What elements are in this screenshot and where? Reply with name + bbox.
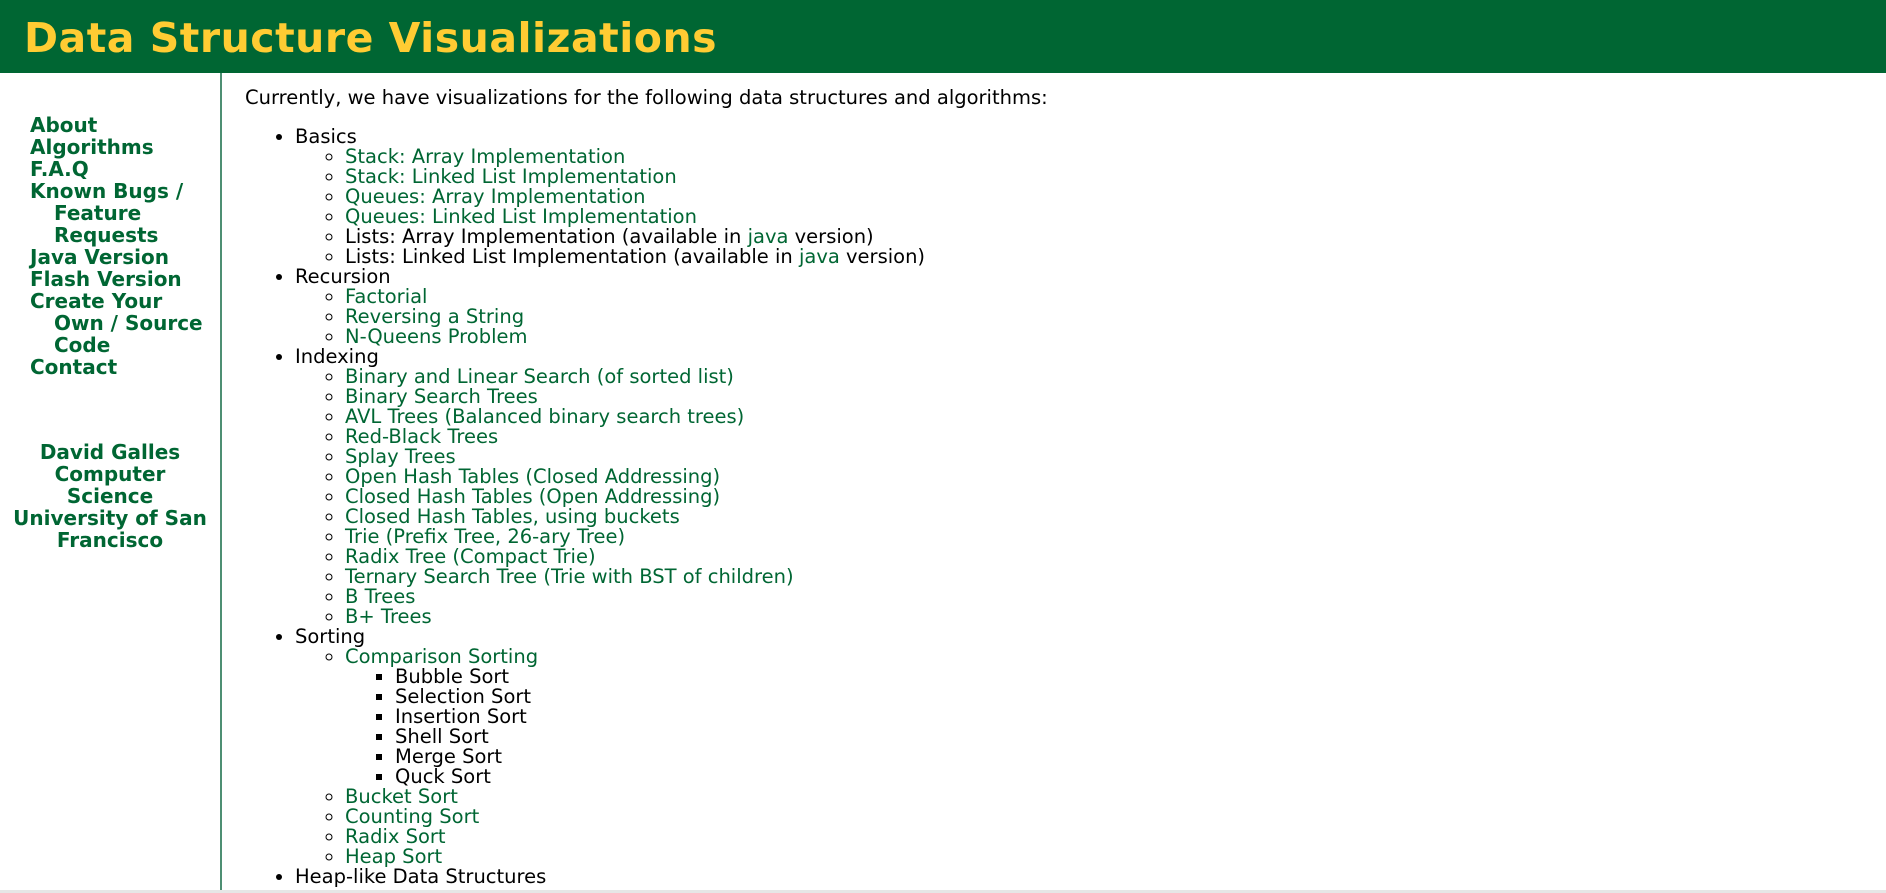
list-item xyxy=(345,367,1865,387)
list-item xyxy=(345,827,1865,847)
list-item xyxy=(345,607,1865,627)
list-item xyxy=(345,167,1865,187)
list-item xyxy=(345,527,1865,547)
sidebar-link-about[interactable]: About xyxy=(30,113,98,137)
viz-link[interactable]: AVL Trees (Balanced binary search trees) xyxy=(345,405,745,428)
author-department: Computer Science xyxy=(54,462,166,508)
viz-link[interactable]: Closed Hash Tables, using buckets xyxy=(345,505,680,528)
list-item xyxy=(345,247,1865,267)
sort-name: ▪ Quck Sort xyxy=(395,767,1865,787)
viz-link[interactable]: Trie (Prefix Tree, 26-ary Tree) xyxy=(345,525,626,548)
category-indexing xyxy=(295,347,1865,627)
sort-name: ▪ Selection Sort xyxy=(395,687,1865,707)
sidebar-link-known-bugs[interactable]: Known Bugs / Feature Requests xyxy=(30,179,184,247)
viz-link[interactable]: Queues: Linked List Implementation xyxy=(345,205,697,228)
category-label: Indexing xyxy=(295,345,379,368)
list-item xyxy=(345,227,1865,247)
list-item xyxy=(345,307,1865,327)
list-item xyxy=(345,547,1865,567)
list-item xyxy=(345,487,1865,507)
list-item xyxy=(345,327,1865,347)
list-item xyxy=(345,847,1865,867)
list-item xyxy=(345,807,1865,827)
sidebar xyxy=(0,73,222,893)
viz-link[interactable]: Bucket Sort xyxy=(345,785,458,808)
page-title: Data Structure Visualizations xyxy=(24,14,718,62)
viz-link[interactable]: B+ Trees xyxy=(345,605,432,628)
viz-link[interactable]: Heap Sort xyxy=(345,845,443,868)
list-item xyxy=(345,207,1865,227)
list-item xyxy=(345,787,1865,807)
viz-link[interactable]: B Trees xyxy=(345,585,416,608)
viz-link[interactable]: Comparison Sorting xyxy=(345,645,539,668)
viz-link[interactable]: Factorial xyxy=(345,285,428,308)
viz-link[interactable]: Radix Sort xyxy=(345,825,446,848)
category-label: Basics xyxy=(295,125,357,148)
category-basics xyxy=(295,127,1865,267)
list-item xyxy=(345,567,1865,587)
list-item xyxy=(345,467,1865,487)
sidebar-link-algorithms[interactable]: Algorithms xyxy=(30,135,154,159)
viz-link[interactable]: Counting Sort xyxy=(345,805,480,828)
viz-link[interactable]: Open Hash Tables (Closed Addressing) xyxy=(345,465,721,488)
viz-link[interactable]: Ternary Search Tree (Trie with BST of children) xyxy=(345,565,794,588)
site-header xyxy=(0,0,1886,73)
category-label: Heap-like Data Structures xyxy=(295,865,547,888)
list-item-text: Lists: Linked List Implementation (available in xyxy=(345,245,799,268)
list-item xyxy=(345,387,1865,407)
sidebar-link-faq[interactable]: F.A.Q xyxy=(30,157,89,181)
viz-link[interactable]: Red-Black Trees xyxy=(345,425,499,448)
category-sorting xyxy=(295,627,1865,867)
list-item xyxy=(345,147,1865,167)
viz-link[interactable]: N-Queens Problem xyxy=(345,325,528,348)
sidebar-link-java-version[interactable]: Java Version xyxy=(30,245,169,269)
author-university: University of San Francisco xyxy=(13,506,207,552)
list-item xyxy=(345,447,1865,467)
viz-link[interactable]: Reversing a String xyxy=(345,305,525,328)
java-link[interactable]: java xyxy=(798,245,840,268)
author-credit xyxy=(10,441,210,551)
list-item-text: Lists: Array Implementation (available in xyxy=(345,225,748,248)
list-item xyxy=(345,647,1865,787)
viz-link[interactable]: Queues: Array Implementation xyxy=(345,185,646,208)
main-content xyxy=(245,88,1865,893)
viz-link[interactable]: Splay Trees xyxy=(345,445,456,468)
sort-name: ▪ Shell Sort xyxy=(395,727,1865,747)
sidebar-nav xyxy=(30,114,210,378)
sort-name: ▪ Merge Sort xyxy=(395,747,1865,767)
category-label: Sorting xyxy=(295,625,366,648)
sort-name: ▪ Bubble Sort xyxy=(395,667,1865,687)
category-recursion xyxy=(295,267,1865,347)
category-heap-like xyxy=(295,867,1865,887)
category-list xyxy=(245,127,1865,887)
list-item xyxy=(345,507,1865,527)
sidebar-link-contact[interactable]: Contact xyxy=(30,355,118,379)
list-item xyxy=(345,427,1865,447)
sidebar-link-create-your-own[interactable]: Create Your Own / Source Code xyxy=(30,289,203,357)
list-item xyxy=(345,187,1865,207)
viz-link[interactable]: Binary and Linear Search (of sorted list) xyxy=(345,365,734,388)
category-label: Recursion xyxy=(295,265,391,288)
list-item xyxy=(345,287,1865,307)
sort-name: ▪ Insertion Sort xyxy=(395,707,1865,727)
viz-link[interactable]: Stack: Linked List Implementation xyxy=(345,165,677,188)
viz-link[interactable]: Stack: Array Implementation xyxy=(345,145,626,168)
viz-link[interactable]: Radix Tree (Compact Trie) xyxy=(345,545,596,568)
viz-link[interactable]: Closed Hash Tables (Open Addressing) xyxy=(345,485,721,508)
java-link[interactable]: java xyxy=(747,225,789,248)
list-item xyxy=(345,587,1865,607)
author-name: David Galles xyxy=(39,440,181,464)
sidebar-link-flash-version[interactable]: Flash Version xyxy=(30,267,182,291)
list-item-text: version) xyxy=(839,245,926,268)
list-item xyxy=(345,407,1865,427)
list-item-text: version) xyxy=(788,225,874,248)
viz-link[interactable]: Binary Search Trees xyxy=(345,385,538,408)
intro-text: Currently, we have visualizations for the following data structures and algorithms: xyxy=(245,88,1048,109)
